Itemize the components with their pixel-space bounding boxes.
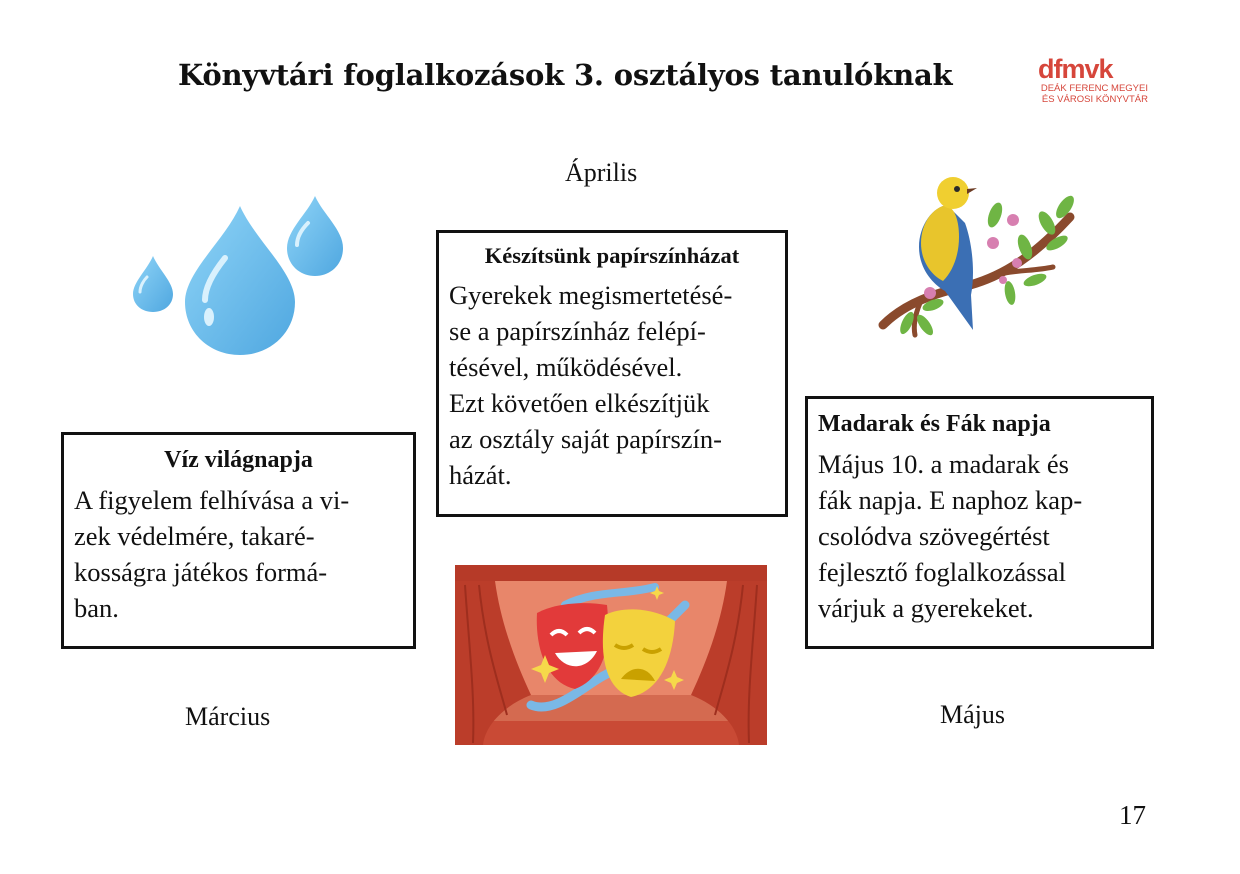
theater-heading: Készítsünk papírszínházat	[484, 243, 740, 268]
text-line: Ezt követően elkészítjük	[449, 388, 710, 418]
theater-text	[449, 277, 775, 493]
text-line: csolódva szövegértést	[818, 521, 1050, 551]
page-number: 17	[1119, 800, 1146, 830]
text-line: ban.	[74, 593, 119, 623]
water-drops-icon	[125, 190, 355, 360]
text-line: A figyelem felhívása a vi-	[74, 485, 350, 515]
text-line: az osztály saját papírszín-	[449, 424, 722, 454]
birds-box	[805, 396, 1154, 649]
text-line: Gyerekek megismertetésé-	[449, 280, 733, 310]
logo-mark: dfmvk	[1038, 54, 1113, 84]
text-line: zek védelmére, takaré-	[74, 521, 315, 551]
logo-line-1: DEÁK FERENC MEGYEI	[1040, 83, 1148, 94]
page-title: Könyvtári foglalkozások 3. osztályos tanulóknak	[178, 58, 953, 92]
birds-heading: Madarak és Fák napja	[818, 411, 1051, 437]
text-line: kosságra játékos formá-	[74, 557, 328, 587]
text-line: Május 10. a madarak és	[818, 449, 1069, 479]
month-may: Május	[940, 700, 1005, 729]
month-march: Március	[185, 702, 271, 731]
theater-masks-icon	[455, 565, 767, 745]
text-line: házát.	[449, 460, 512, 490]
library-logo	[1032, 56, 1152, 120]
logo-line-2: ÉS VÁROSI KÖNYVTÁR	[1041, 94, 1148, 105]
text-line: fák napja. E naphoz kap-	[818, 485, 1083, 515]
text-line: fejlesztő foglalkozással	[818, 557, 1066, 587]
water-box	[61, 432, 416, 649]
month-april: Április	[565, 158, 638, 187]
birds-text	[818, 446, 1141, 626]
text-line: se a papírszínház felépí-	[449, 316, 706, 346]
water-heading: Víz világnapja	[164, 447, 313, 473]
text-line: tésével, működésével.	[449, 352, 683, 382]
bird-on-branch-icon	[875, 175, 1080, 345]
water-text	[74, 482, 403, 626]
theater-box	[436, 230, 788, 517]
text-line: várjuk a gyerekeket.	[818, 593, 1034, 623]
